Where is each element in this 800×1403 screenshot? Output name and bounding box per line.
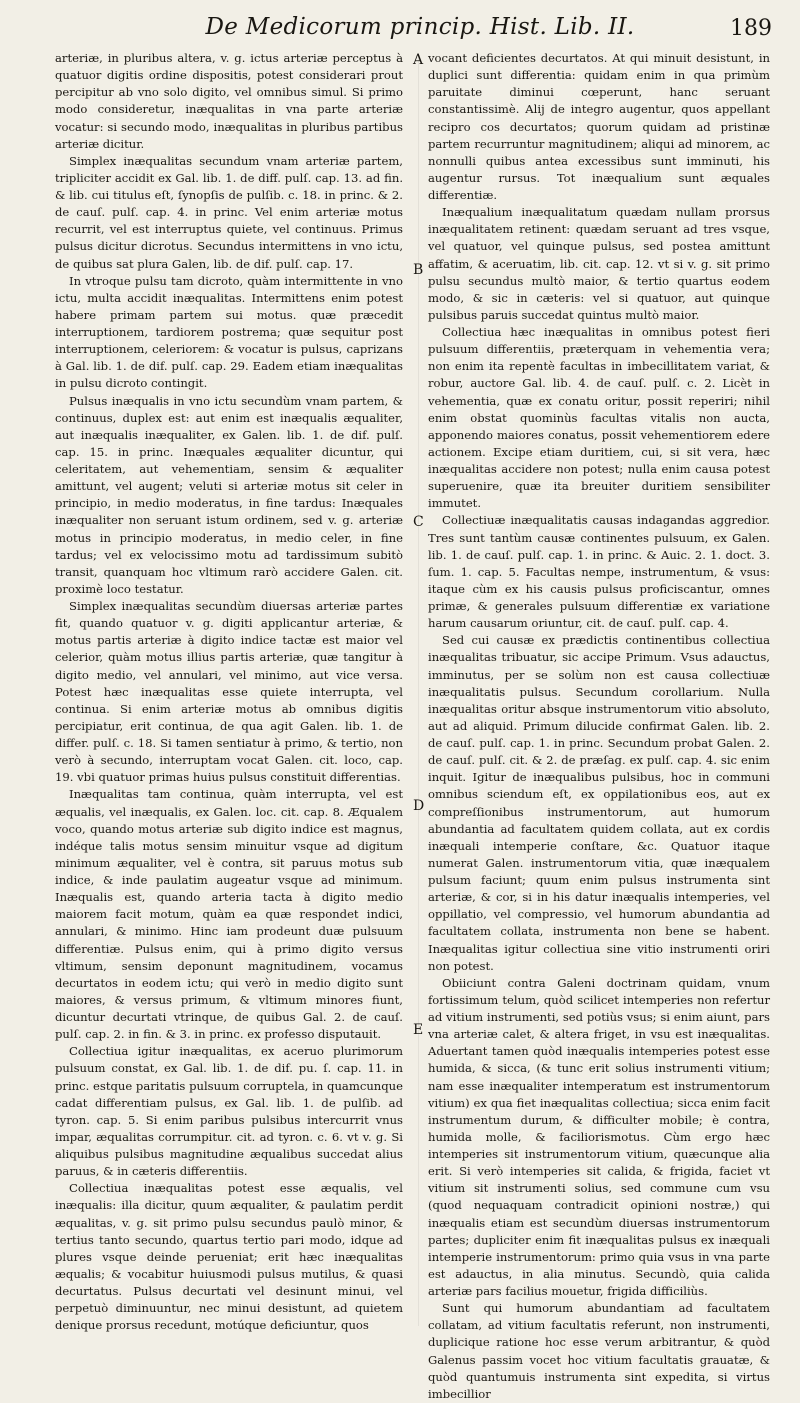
paragraph: Collectiuæ inæqualitatis causas indagandas aggredior. Tres sunt tantùm causæ continentes pulsuum, ex Galen. lib. 1. de cauſ. pulſ. cap. 1. in princ. & Auic. 2. 1. doct. 3. ſum. 1. cap. 5. Facultas nempe, instrumentum, & vsus: itaque cùm ex his causis pulsus proficiscantur, omnes primæ, & generales pulsuum differentiæ ex variatione harum causarum oriuntur, cit. de cauſ. pulſ. cap. 4. xyxy=(428,513,770,631)
paragraph: Sed cui causæ ex prædictis continentibus collectiua inæqualitas tribuatur, sic accipe Primum. Vsus adauctus, imminutus, per se solùm non est causa collectiuæ inæqualitatis pulsus. Secundum corollarium. Nulla inæqualitas oritur absque instrumentorum vitio absoluto, aut ad aliquid. Primum dilucide confirmat Galen. lib. 2. de cauſ. pulſ. cap. 1. in princ. Secundum probat Galen. 2. de cauſ. pulſ. cit. & 2. de præſag. ex pulſ. cap. 4. sic enim inquit. Igitur de inæqualibus pulsibus, hoc in communi omnibus sciendum eſt, ex oppilationibus eos, aut ex compreſſionibus instrumentorum, aut humorum abundantia ad facultatem quidem collata, aut ex cordis inæquali intemperie conſtare, &c. Quatuor itaque numerat Galen. instrumentorum vitia, quæ inæqualem pulsum faciunt; quum enim pulsus instrumenta sint arteriæ, & cor, si in his datur inæqualis intemperies, vel oppillatio, vel compressio, vel humorum abundantia ad facultatem collata, instrumenta non bene se habent. Inæqualitas igitur collectiua sine vitio instrumenti oriri non potest. xyxy=(428,633,770,973)
page-header xyxy=(0,14,800,50)
paragraph: Inæqualium inæqualitatum quædam nullam prorsus inæqualitatem retinent: quædam seruant ad tres vsque, vel quatuor, vel quinque pulsus, sed postea amittunt affatim, & aceruatim, lib. cit. cap. 12. vt si v. g. sit primo pulsu secundus multò maior, & tertio quartus eodem modo, & sic in cæteris: vel si quatuor, aut quinque pulsibus paruis succedat quintus multò maior. xyxy=(428,205,770,322)
running-title: De Medicorum princip. Hist. Lib. II. xyxy=(205,14,635,40)
paragraph: vocant deficientes decurtatos. At qui minuit desistunt, in duplici sunt differentia: quidam enim in qua primùm paruitate diminui cœperunt, hanc seruant constantissimè. Alij de integro augentur, quos appellant recipro cos decurtatos; quorum quidam ad pristinæ partem recurruntur magnitudinem; aliqui ad minorem, ac nonnulli quibus antea excessibus sunt imminuti, his augentur rursus. Tot inæqualium sunt æquales differentiæ. xyxy=(428,51,770,202)
paragraph: arteriæ, in pluribus altera, v. g. ictus arteriæ perceptus à quatuor digitis ordine dispositis, potest considerari prout percipitur ab vno solo digito, vel omnibus simul. Si primo modo consideretur, inæqualitas in vna parte arteriæ vocatur: si secundo modo, inæqualitas in pluribus partibus arteriæ dicitur. xyxy=(55,51,403,151)
paragraph: In vtroque pulsu tam dicroto, quàm intermittente in vno ictu, multa accidit inæqualitas. Intermittens enim potest habere primam partem sui motus. quæ præcedit interruptionem, tardiorem postrema; quæ sequitur post interruptionem, celeriorem: & vocatur is pulsus, caprizans à Gal. lib. 1. de dif. pulſ. cap. 29. Eadem etiam inæqualitas in pulsu dicroto contingit. xyxy=(55,273,403,391)
paragraph: Simplex inæqualitas secundum vnam arteriæ partem, tripliciter accidit ex Gal. lib. 1. de diff. pulſ. cap. 13. ad fin. & lib. cui titulus eſt, ſynopſis de pulſib. c. 18. in princ. & 2. de cauſ. pulſ. cap. 4. in princ. Vel enim arteriæ motus recurrit, vel est interruptus quiete, vel continuus. Primus pulsus dicitur dicrotus. Secundus intermittens in vno ictu, de quibus sat plura Galen, lib. de dif. pulſ. cap. 17. xyxy=(55,153,403,271)
paragraph: Collectiua hæc inæqualitas in omnibus potest fieri pulsuum differentiis, præterquam in vehementia vera; non enim ita repentè facultas in imbecillitatem variat, & robur, auctore Gal. lib. 4. de cauſ. pulſ. c. 2. Licèt in vehementia, quæ ex conatu oritur, possit reperiri; nihil enim obstat quominùs facultas vitalis non aucta, apponendo maiores conatus, possit vehementiorem edere actionem. Excipe etiam duritiem, cui, si sit vera, hæc inæqualitas accidere non potest; nulla enim causa potest superuenire, quæ ita breuiter duritiem sensibiliter immutet. xyxy=(428,325,770,511)
paragraph: Collectiua igitur inæqualitas, ex aceruo plurimorum pulsuum constat, ex Gal. lib. 1. de dif. pu. ſ. cap. 11. in princ. estque paritatis pulsuum corruptela, in quamcunque cadat differentiam pulsus, ex Gal. lib. 1. de pulſib. ad tyron. cap. 5. Si enim paribus pulsibus intercurrit vnus impar, æqualitas corrumpitur. cit. ad tyron. c. 6. vt v. g. Si aliquibus pulsibus magnitudine æqualibus succedat alius paruus, & in cæteris differentiis. xyxy=(55,1044,404,1179)
right-column xyxy=(428,50,770,1401)
margin-letter-c: C xyxy=(413,514,424,530)
paragraph: Simplex inæqualitas secundùm diuersas arteriæ partes fit, quando quatuor v. g. digiti applicantur arteriæ, & motus partis arteriæ à digito indice tactæ est maior vel celerior, quàm motus illius partis arteriæ, quæ tangitur à digito medio, vel annulari, vel minimo, aut vice versa. Potest hæc inæqualitas esse quiete interrupta, vel continua. Si enim arteriæ motus ab omnibus digitis percipiatur, erit continua, de qua agit Galen. lib. 1. de differ. pulſ. c. 18. Si tamen sentiatur à primo, & tertio, non verò à secundo, interruptam vocat Galen. cit. loco, cap. 19. vbi quatuor primas huius pulsus constituit differentias. xyxy=(55,599,403,785)
paragraph: Collectiua inæqualitas potest esse æqualis, vel inæqualis: illa dicitur, quum æqualiter, & paulatim perdit æqualitas, v. g. sit primo pulsu secundus paulò minor, & tertius tanto secundo, quartus tertio pari modo, idque ad plures vsque deinde perueniat; erit hæc inæqualitas æqualis; & vocabitur huiusmodi pulsus mutilus, & quasi decurtatus. Pulsus decurtati vel desinunt minui, vel perpetuò diminuuntur, nec minui desistunt, ad quietem denique prorsus recedunt, motúque deficiuntur, quos xyxy=(55,1181,403,1333)
paragraph: Inæqualitas tam continua, quàm interrupta, vel est æqualis, vel inæqualis, ex Galen. loc. cit. cap. 8. Æqualem voco, quando motus arteriæ sub digito indice est magnus, indéque talis motus sensim minuitur vsque ad digitum minimum æqualiter, vel è contra, sit paruus motus sub indice, & inde paulatim augeatur vsque ad minimum. Inæqualis est, quando arteria tacta à digito medio maiorem facit motum, quàm ea quæ respondet indici, annulari, & minimo. Hinc iam prodeunt duæ pulsuum differentiæ. Pulsus enim, qui à primo digito versus vltimum, sensim deponunt magnitudinem, vocamus decurtatos in eodem ictu; qui verò in medio digito sunt maiores, & versus primum, & vltimum minores fiunt, dicuntur decurtati vtrinque, de quibus Gal. 2. de cauſ. pulſ. cap. 2. in fin. & 3. in princ. ex professo disputauit. xyxy=(55,787,403,1042)
margin-letter-b: B xyxy=(413,262,424,278)
margin-letter-a: A xyxy=(413,52,424,68)
page-number: 189 xyxy=(730,16,772,41)
paragraph: Obiiciunt contra Galeni doctrinam quidam, vnum fortissimum telum, quòd scilicet intemperies non refertur ad vitium instrumenti, sed potiùs vsus; si enim aiunt, pars vna arteriæ calet, & altera friget, in vsu est inæqualitas. Aduertant tamen quòd inæqualis intemperies potest esse humida, & sicca, (& tunc erit solius instrumenti vitium; nam esse inæqualiter intemperatum est instrumentorum vitium) ex qua fiet inæqualitas collectiua; sicca enim facit instrumentum durum, & difficulter mobile; è contra, humida molle, & faciliorismotus. Cùm ergo hæc intemperies sit instrumentorum vitium, quæcunque alia erit. Si verò intemperies sit calida, & frigida, faciet vt vitium sit instrumenti solius, sed commune cum vsu (quod nequaquam contradicit opinioni nostræ,) qui inæqualis etiam est secundùm diuersas instrumentorum partes; dupliciter enim fit inæqualitas pulsus ex inæquali intemperie instrumentorum: primo quia vsus in vna parte est adauctus, in alia minutus. Secundò, quia calida arteriæ pars facilius mouetur, frigida difficiliùs. xyxy=(428,975,770,1298)
paragraph: Sunt qui humorum abundantiam ad facultatem collatam, ad vitium facultatis referunt, non instrumenti, duplicique ratione hoc esse verum arbitrantur, & quòd Galenus passim vocet hoc vitium facultatis grauatæ, & quòd quantumuis instrumenta sint expedita, si virtus imbecillior xyxy=(428,1301,770,1401)
column-gutter xyxy=(418,56,419,1326)
margin-letter-d: D xyxy=(413,798,425,814)
margin-letter-e: E xyxy=(413,1022,424,1038)
paragraph: Pulsus inæqualis in vno ictu secundùm vnam partem, & continuus, duplex est: aut enim est inæqualis æqualiter, aut inæqualis inæqualiter, ex Galen. lib. 1. de dif. pulſ. cap. 15. in princ. Inæquales æqualiter dicuntur, qui celeritatem, aut vehementiam, sensim & æqualiter amittunt, vel augent; veluti si arteriæ motus sit celer in principio, in medio moderatus, in fine tardus: Inæquales inæqualiter non seruant istum ordinem, sed v. g. arteriæ motus in principio moderatus, in medio celer, in fine tardus; vel ex velocissimo motu ad tardissimum subitò transit, quanquam hoc vltimum rarò accidere Galen. cit. proximè loco testatur. xyxy=(55,393,403,596)
left-column xyxy=(55,50,404,1333)
